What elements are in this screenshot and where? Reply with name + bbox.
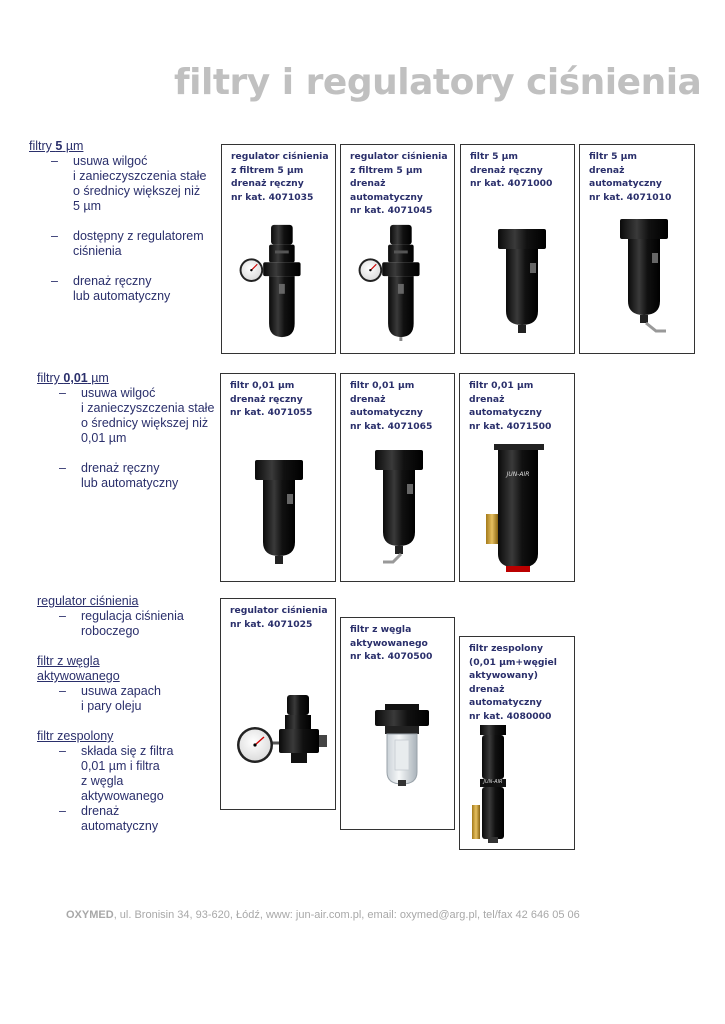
dash-marker: – [59, 609, 66, 623]
product-card-text: filtr 5 µm drenaż ręczny nr kat. 4071000 [470, 151, 553, 190]
footer-contact [66, 909, 580, 921]
bullet-item [37, 386, 214, 446]
heading-prefix: filtry [37, 371, 64, 385]
bullet-item [29, 274, 206, 304]
bullet-item [37, 461, 214, 491]
bullet-text: regulacja ciśnienia roboczego [81, 609, 184, 638]
filter-001um-auto-drain-image [371, 450, 429, 568]
product-card-4080000 [459, 636, 575, 850]
bullet-text: drenaż ręczny lub automatyczny [81, 461, 179, 490]
heading-bold: 5 [55, 139, 63, 153]
bullet-text: usuwa zapach i pary oleju [81, 684, 161, 713]
product-card-4071010 [579, 144, 695, 354]
bullet-list [29, 154, 206, 304]
bullet-text: drenaż ręczny lub automatyczny [73, 274, 171, 303]
dash-marker: – [51, 229, 58, 243]
product-card-4071045 [340, 144, 455, 354]
bullet-item [37, 744, 184, 804]
combined-filter-image [472, 725, 514, 845]
section-heading [29, 139, 206, 154]
bullet-list [37, 744, 184, 834]
product-card-text: regulator ciśnienia z filtrem 5 µm drenaż automatyczny nr kat. 4071045 [350, 151, 448, 217]
bullet-item [37, 804, 184, 834]
dash-marker: – [51, 154, 58, 168]
activated-carbon-filter-image [375, 704, 429, 788]
dash-marker: – [59, 804, 66, 818]
bullet-list [37, 386, 214, 491]
regulator-with-filter-image [234, 219, 314, 341]
product-logo: JUN-AIR [506, 471, 530, 478]
heading-prefix: filtry [29, 139, 56, 153]
dash-marker: – [59, 684, 66, 698]
product-card-4071035 [221, 144, 336, 354]
product-card-text: regulator ciśnienia nr kat. 4071025 [230, 605, 328, 630]
filter-5um-image [494, 229, 550, 335]
product-card-4071055 [220, 373, 336, 582]
bullet-list [37, 684, 184, 714]
page-title: filtry i regulatory ciśnienia [174, 62, 702, 103]
dash-marker: – [59, 461, 66, 475]
product-card-text: filtr 0,01 µm drenaż automatyczny nr kat. 4071500 [469, 380, 552, 432]
section-heading-carbon: filtr z węgla aktywowanego [37, 654, 120, 683]
dash-marker: – [51, 274, 58, 288]
bullet-text: drenaż automatyczny [81, 804, 159, 833]
bullet-list [37, 609, 184, 639]
footer-company: OXYMED [66, 909, 114, 921]
product-card-4070500 [340, 617, 455, 830]
dash-marker: – [59, 386, 66, 400]
product-card-text: filtr 0,01 µm drenaż automatyczny nr kat. 4071065 [350, 380, 433, 432]
bullet-item [29, 154, 206, 214]
section-filters-5um [29, 139, 206, 304]
product-card-4071065 [340, 373, 455, 582]
filter-001um-image [251, 460, 307, 566]
product-card-text: filtr 0,01 µm drenaż ręczny nr kat. 4071055 [230, 380, 313, 419]
product-card-text: filtr zespolony (0,01 µm+węgiel aktywowany) drenaż automatyczny nr kat. 4080000 [469, 643, 557, 722]
bullet-text: składa się z filtra 0,01 µm i filtra z węgla aktywowanego [81, 744, 174, 803]
product-card-text: regulator ciśnienia z filtrem 5 µm drenaż ręczny nr kat. 4071035 [231, 151, 329, 203]
heading-suffix: µm [87, 371, 109, 385]
sub-block-combined [37, 729, 184, 834]
bullet-text: usuwa wilgoć i zanieczyszczenia stałe o średnicy większej niż 0,01 µm [81, 386, 215, 445]
section-regulator-carbon-combined [37, 594, 184, 834]
bullet-text: dostępny z regulatorem ciśnienia [73, 229, 204, 258]
bullet-text: usuwa wilgoć i zanieczyszczenia stałe o średnicy większej niż 5 µm [73, 154, 207, 213]
product-card-4071025 [220, 598, 336, 810]
heading-suffix: µm [62, 139, 84, 153]
filter-5um-auto-drain-image [616, 219, 674, 337]
bullet-item [29, 229, 206, 259]
bullet-item [37, 609, 184, 639]
footer-details: , ul. Bronisin 34, 93-620, Łódź, www: jun-air.com.pl, email: oxymed@arg.pl, tel/fax 42 646 05 06 [113, 909, 580, 921]
regulator-with-filter-auto-drain-image [353, 219, 433, 341]
product-card-text: filtr z węgla aktywowanego nr kat. 4070500 [350, 624, 433, 663]
product-card-text: filtr 5 µm drenaż automatyczny nr kat. 4071010 [589, 151, 672, 203]
pressure-regulator-image [233, 695, 329, 769]
filter-001um-large-image [480, 444, 556, 576]
bullet-item [37, 684, 184, 714]
section-heading-regulator: regulator ciśnienia [37, 594, 139, 608]
section-heading-combined: filtr zespolony [37, 729, 114, 743]
section-heading [37, 371, 214, 386]
sub-block-carbon [37, 654, 184, 714]
heading-bold: 0,01 [63, 371, 88, 385]
product-logo: JUN-AIR [483, 779, 503, 785]
section-filters-001um [37, 371, 214, 491]
dash-marker: – [59, 744, 66, 758]
product-card-4071000 [460, 144, 575, 354]
product-card-4071500 [459, 373, 575, 582]
